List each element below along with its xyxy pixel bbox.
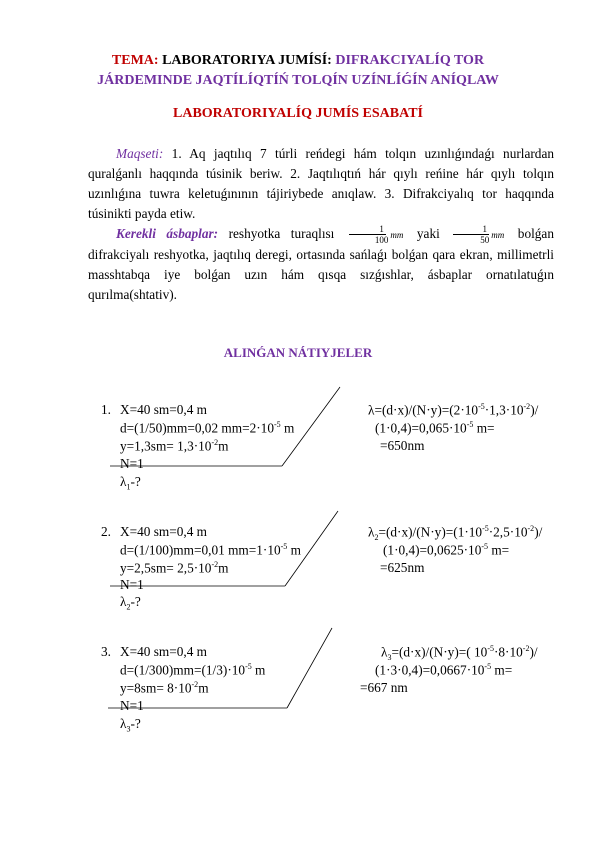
title-black: LABORATORIYA JUMÍSÍ: <box>162 53 332 68</box>
tools-text-after: bolǵan difrakciyalı reshyotka, jaqtılıq deregi, ortasında sańlaǵı bolǵan qara ekran, millimetrli masshtabqa iye bolǵan uzın hám qısqa sızǵıshlar, ásbaplar ornatılatuǵın qurılma(shtativ). <box>88 226 554 303</box>
exp2-unknown: $\lambda_2-$? <box>120 594 141 612</box>
exp1-given-d: d=(1/50)mm=0,02 $mm=2\cdot 10^{-5}$ m <box>120 420 295 436</box>
exp2-calc: $(1\cdot 0,4)=0,0625\cdot 10^{-5}$ m= <box>383 542 510 558</box>
title-purple: DIFRAKCIYALÍQ TOR <box>335 53 485 68</box>
exp2-formula: $\lambda_2=(d\cdot x)/(N\cdot y)=(1\cdot 10^{-5}\cdot 2,5\cdot 10^{-2})/$ <box>368 524 543 543</box>
results-heading: ALINǴAN NÁTIYJELER <box>223 345 373 360</box>
exp3-number: 3. <box>101 644 111 659</box>
exp3-given-x: X=40 sm=0,4 m <box>120 644 208 659</box>
doc-title-line2: JÁRDEMINDE JAQTÍLÍQTÍŃ TOLQÍN UZÍNLÍǴÍN ANÍQLAW <box>97 73 499 88</box>
exp3-given-n: N=1 <box>120 698 144 713</box>
exp2-number: 2. <box>101 524 111 539</box>
fraction-1-100: $\frac{1}{100}$ <box>347 224 389 245</box>
exp1-given-n: N=1 <box>120 456 144 471</box>
exp3-answer: =667 nm <box>360 680 408 695</box>
exp3-formula: $\lambda_3=(d\cdot x)/(N\cdot y)=$( $10^{-5}\cdot 8\cdot 10^{-2})/$ <box>381 644 538 663</box>
exp2-given-x: X=40 sm=0,4 m <box>120 524 208 539</box>
tools-text-mid: yaki <box>416 226 440 241</box>
report-title: LABORATORIYALÍQ JUMÍS ESABATÍ <box>173 106 423 121</box>
exp1-calc: $(1\cdot 0,4)=0,065\cdot 10^{-5}$ m= <box>375 420 495 436</box>
exp1-formula: $\lambda=(d\cdot x)/(N\cdot y)=(2\cdot 10^{-5}\cdot 1,3\cdot 10^{-2})/$ <box>368 402 539 418</box>
exp1-number: 1. <box>101 402 111 417</box>
exp2-given-y: $y=2,5sm= 2,5\cdot 10^{-2}m$ <box>120 560 229 576</box>
fraction-1-50: $\frac{1}{50}$ <box>452 224 489 245</box>
exp3-calc: $(1\cdot 3\cdot 0,4)=0,0667\cdot 10^{-5}$ m= <box>375 662 513 678</box>
exp2-answer: =625nm <box>380 560 425 575</box>
unit-mm-1: mm <box>390 230 404 240</box>
aim-label: Maqseti: <box>116 146 164 161</box>
tools-label: Kerekli ásbaplar: <box>116 226 219 241</box>
exp1-given-y: $y=1,3sm= 1,3\cdot 10^{-2}m$ <box>120 438 229 454</box>
exp3-given-y: $y=8sm= 8\cdot 10^{-2}m$ <box>120 680 209 696</box>
exp2-given-d: d=(1/100)mm=0,01 $mm=1\cdot 10^{-5}$ m <box>120 542 301 558</box>
exp2-given-n: N=1 <box>120 577 144 592</box>
exp3-given-d: $d=(1/300)mm=(1/3)\cdot 10^{-5}$ m <box>120 662 266 678</box>
unit-mm-2: mm <box>491 230 505 240</box>
tools-text-before: reshyotka turaqlısı <box>218 226 335 241</box>
exp1-given-x: X=40 sm=0,4 m <box>120 402 208 417</box>
slash-3 <box>287 628 332 708</box>
exp1-unknown: $\lambda_1-$? <box>120 474 141 492</box>
aim-text: 1. Aq jaqtılıq 7 túrli reńdegi hám tolqın uzınlıǵındaǵı nurlardan quralǵanlı haqqında túsinik beriw. 2. Jaqtılıqtıń hár qıylı reńine hár qıylı tolqın uzınlıǵına tuwra keletuǵınının tájiriybede anıqlaw. 3. Difrakciyalıq tor haqqında túsinikti payda etiw. <box>88 146 554 221</box>
exp1-answer: =650nm <box>380 438 425 453</box>
tema-label: TEMA: <box>111 53 159 68</box>
exp3-unknown: $\lambda_3-$? <box>120 716 141 734</box>
